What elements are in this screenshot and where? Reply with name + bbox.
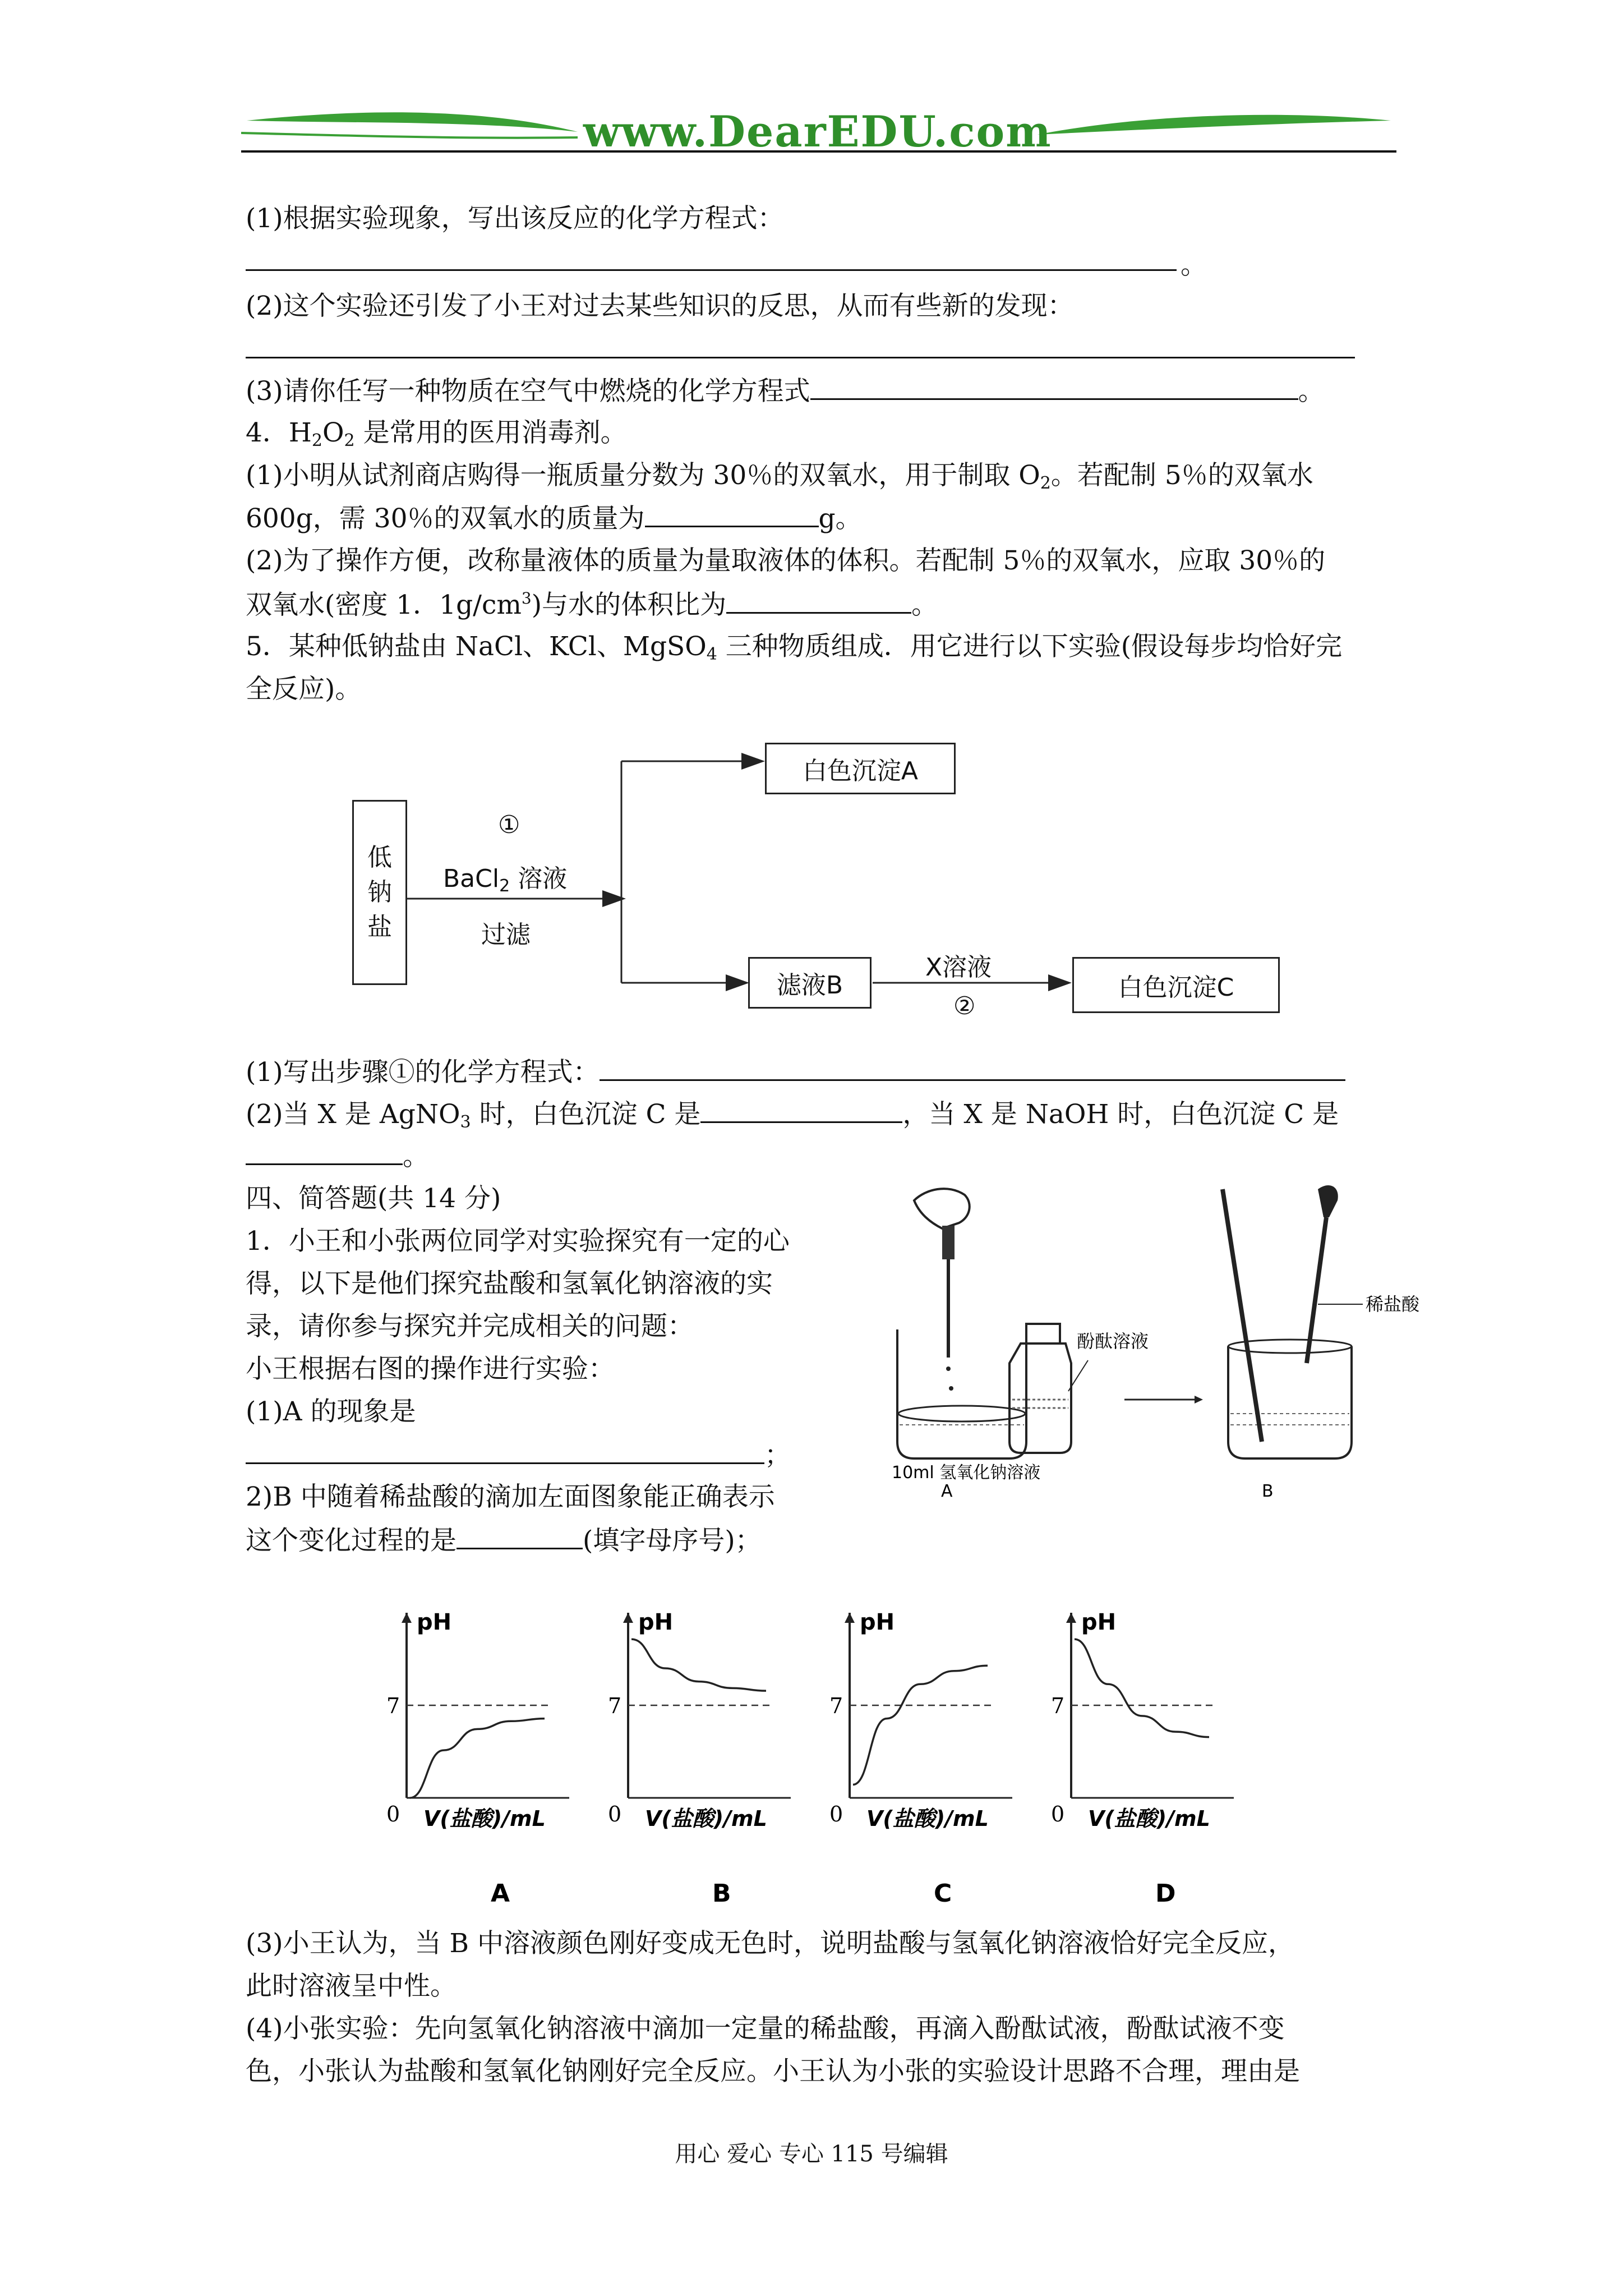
q5-title-line1: 5．某种低钠盐由 NaCl、KCl、MgSO$_4$ 三种物质组成．用它进行以下实验(假设每步均恰好完 <box>246 631 1343 664</box>
beaker-b-label: B <box>1262 1481 1274 1501</box>
x-solution-label: X溶液 <box>925 953 992 982</box>
chart-D-curve <box>1075 1639 1209 1737</box>
chart-A-ylabel: pH <box>417 1609 452 1635</box>
s4-part4-line2: 色，小张认为盐酸和氢氧化钠刚好完全反应。小王认为小张的实验设计思路不合理，理由是 <box>246 2056 1300 2087</box>
q4-part2-line2: 双氧水(密度 1．$1g/cm^3$)与水的体积比为 。 <box>246 587 938 622</box>
flow-arrows <box>0 0 1623 1066</box>
beaker-a <box>897 1329 1026 1458</box>
chart-C-tick-7: 7 <box>829 1694 843 1718</box>
s4-q1-line2: 得，以下是他们探究盐酸和氢氧化钠溶液的实 <box>246 1268 773 1299</box>
chart-A-y-arrow <box>402 1613 412 1623</box>
q3-part1-end: 。 <box>1181 250 1207 280</box>
chart-B-ylabel: pH <box>638 1609 674 1635</box>
s4-q1-line3: 录，请你参与探究并完成相关的问题： <box>246 1311 694 1342</box>
chart-B-tick-7: 7 <box>608 1694 622 1718</box>
q4-part1-line2: 600g，需 30％的双氧水的质量为 g。 <box>246 501 862 536</box>
chart-C-xlabel: V(盐酸)/mL <box>866 1806 989 1831</box>
q4-part2-line1: (2)为了操作方便，改称量液体的质量为量取液体的体积。若配制 5％的双氧水，应取 30％的 <box>246 545 1326 576</box>
chart-C-origin: 0 <box>829 1802 843 1826</box>
step1-marker: ① <box>498 811 520 839</box>
s4-q1-line5: (1)A 的现象是 <box>246 1396 416 1427</box>
s4-q1-line8: 这个变化过程的是 (填字母序号)； <box>246 1523 762 1558</box>
section4-title: 四、简答题(共 14 分) <box>246 1183 501 1214</box>
ph-charts <box>381 1593 1256 1918</box>
q3-part1: (1)根据实验现象，写出该反应的化学方程式： <box>246 203 784 234</box>
s4-part4-line1: (4)小张实验：先向氢氧化钠溶液中滴加一定量的稀盐酸，再滴入酚酞试液，酚酞试液不变 <box>246 2013 1285 2044</box>
chart-C-title: C <box>934 1879 952 1908</box>
beaker-b <box>1223 1185 1363 1458</box>
dropper-a <box>914 1189 970 1391</box>
q5-part2-line1: (2)当 X 是 AgNO$_3$ 时，白色沉淀 C 是 ，当 X 是 NaOH 时，白色沉淀 C 是 <box>246 1097 1339 1131</box>
chart-D-origin: 0 <box>1051 1802 1065 1826</box>
chart-B-title: B <box>712 1879 731 1908</box>
chart-C-y-arrow <box>845 1613 855 1623</box>
q4-title: 4．$H_2O_2$ 是常用的医用消毒剂。 <box>246 417 627 450</box>
salt-char-3: 盐 <box>367 913 392 941</box>
q3-part3: (3)请你任写一种物质在空气中燃烧的化学方程式 。 <box>246 374 1325 408</box>
indicator-label: 酚酞溶液 <box>1077 1331 1149 1352</box>
precipitate-a-box: 白色沉淀A <box>765 743 956 794</box>
chart-A-curve <box>410 1719 545 1798</box>
s4-q1-line7: 2)B 中随着稀盐酸的滴加左面图象能正确表示 <box>246 1481 775 1512</box>
chart-D-tick-7: 7 <box>1051 1694 1065 1718</box>
q5-title-line2: 全反应)。 <box>246 674 362 705</box>
q5-part2-line2: 。 <box>246 1139 429 1174</box>
chart-B-origin: 0 <box>608 1802 622 1826</box>
indicator-bottle <box>1009 1324 1088 1453</box>
s4-part3-line2: 此时溶液呈中性。 <box>246 1971 457 2001</box>
chart-A-tick-7: 7 <box>386 1694 400 1718</box>
chart-C-ylabel: pH <box>860 1609 895 1635</box>
beaker-a-caption: 10ml 氢氧化钠溶液 <box>892 1463 1041 1483</box>
chart-A-origin: 0 <box>386 1802 400 1826</box>
q5-part1: (1)写出步骤①的化学方程式： <box>246 1055 1345 1089</box>
page-footer: 用心 爱心 专心 115 号编辑 <box>675 2141 948 2167</box>
q4-part1-line1: (1)小明从试剂商店购得一瓶质量分数为 30％的双氧水，用于制取 $O_2$。若配制 5％的双氧水 <box>246 460 1313 493</box>
s4-part3-line1: (3)小王认为，当 B 中溶液颜色刚好变成无色时，说明盐酸与氢氧化钠溶液恰好完全反应， <box>246 1928 1294 1959</box>
brand-logo: www.DearEDU.com <box>583 107 1052 157</box>
filtrate-b-box: 滤液B <box>748 957 872 1009</box>
chart-D-title: D <box>1155 1879 1176 1908</box>
chart-D-xlabel: V(盐酸)/mL <box>1088 1806 1210 1831</box>
chart-D-y-arrow <box>1066 1613 1076 1623</box>
chart-A-xlabel: V(盐酸)/mL <box>423 1806 546 1831</box>
chart-C-curve <box>853 1665 988 1784</box>
acid-label: 稀盐酸 <box>1366 1294 1420 1315</box>
q3-part2: (2)这个实验还引发了小王对过去某些知识的反思，从而有些新的发现： <box>246 291 1074 321</box>
chart-B-xlabel: V(盐酸)/mL <box>645 1806 767 1831</box>
salt-char-2: 钠 <box>367 878 392 907</box>
salt-char-1: 低 <box>367 843 392 872</box>
beaker-a-label: A <box>941 1481 953 1501</box>
chart-B-y-arrow <box>623 1613 633 1623</box>
s4-q1-line4: 小王根据右图的操作进行实验： <box>246 1354 615 1384</box>
bacl2-label: BaCl$_2$ 溶液 <box>443 864 568 896</box>
filter-label: 过滤 <box>481 921 531 949</box>
precipitate-c-box: 白色沉淀C <box>1072 957 1280 1013</box>
apparatus-figure <box>875 1178 1497 1515</box>
chart-B-curve <box>631 1639 766 1691</box>
s4-q1-line6: ； <box>246 1438 791 1473</box>
chart-D-ylabel: pH <box>1081 1609 1117 1635</box>
s4-q1-line1: 1．小王和小张两位同学对实验探究有一定的心 <box>246 1226 790 1257</box>
step2-marker: ② <box>953 992 976 1020</box>
chart-A-title: A <box>491 1879 510 1908</box>
